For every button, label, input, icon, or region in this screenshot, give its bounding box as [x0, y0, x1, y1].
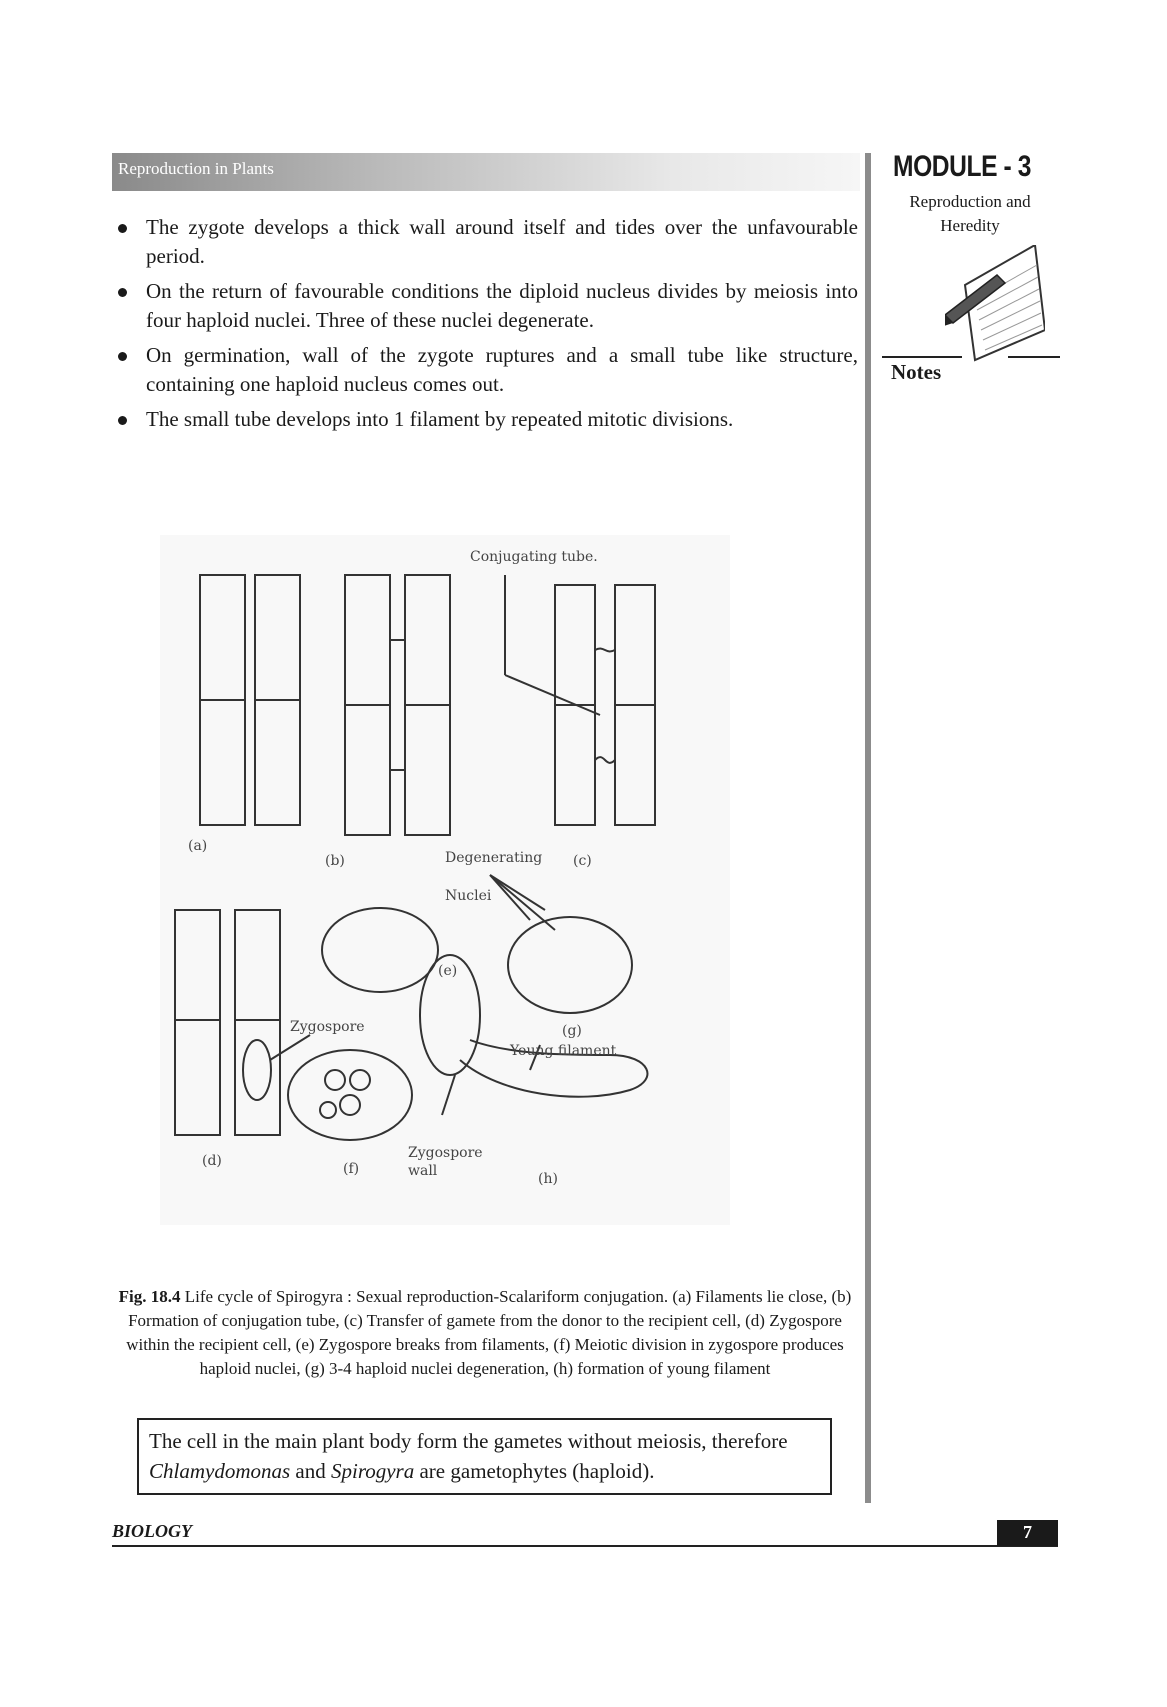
label-nuclei: Nuclei — [445, 888, 492, 904]
label-zygospore-wall-1: Zygospore — [408, 1145, 483, 1161]
module-subtitle-line1: Reproduction and — [909, 192, 1031, 211]
info-text-2: and — [290, 1459, 331, 1483]
margin-divider — [865, 153, 871, 1503]
label-a: (a) — [188, 838, 208, 854]
page-number: 7 — [997, 1520, 1058, 1546]
notes-rule-left — [882, 356, 962, 358]
module-subtitle — [880, 190, 1060, 238]
label-conjugating-tube: Conjugating tube. — [470, 549, 598, 565]
module-subtitle-line2: Heredity — [940, 216, 1000, 235]
filament-d-left — [175, 910, 220, 1135]
zygospore-g — [508, 917, 632, 1013]
caption-text: Life cycle of Spirogyra : Sexual reproduction-Scalariform conjugation. (a) Filaments lie close, (b) Formation of conjugation tube, (c) Transfer of gamete from the donor to the recipient cell, (d) Zygospore within the recipient cell, (e) Zygospore breaks from filaments, (f) Meiotic division in zygospore produces haploid nuclei, (g) 3-4 haploid nuclei degeneration, (h) formation of young filament — [126, 1287, 852, 1378]
bullet-item: The small tube develops into 1 filament by repeated mitotic divisions. — [112, 405, 858, 434]
label-b: (b) — [325, 853, 345, 869]
zygospore-e — [322, 908, 438, 992]
figure-caption — [112, 1285, 858, 1381]
label-young-filament: Young filament — [510, 1043, 617, 1059]
label-zygospore-wall-2: wall — [408, 1163, 438, 1179]
info-box — [137, 1418, 832, 1495]
label-f: (f) — [343, 1161, 360, 1177]
bullet-item: On germination, wall of the zygote ruptures and a small tube like structure, containing one haploid nucleus comes out. — [112, 341, 858, 399]
footer-title: BIOLOGY — [112, 1521, 192, 1541]
notepad-pencil-icon — [945, 245, 1045, 365]
label-zygospore: Zygospore — [290, 1019, 365, 1035]
label-c: (c) — [573, 853, 592, 869]
section-title: Reproduction in Plants — [118, 159, 274, 178]
info-italic-chlamydomonas: Chlamydomonas — [149, 1459, 291, 1483]
label-g: (g) — [562, 1023, 582, 1039]
spirogyra-life-cycle-diagram — [160, 535, 730, 1225]
info-italic-spirogyra: Spirogyra — [331, 1459, 415, 1483]
notes-rule-right — [1008, 356, 1060, 358]
section-header — [112, 153, 860, 191]
figure-number: Fig. 18.4 — [118, 1287, 181, 1306]
label-d: (d) — [202, 1153, 222, 1169]
label-e: (e) — [438, 963, 458, 979]
bullet-item: On the return of favourable conditions the diploid nucleus divides by meiosis into four haploid nuclei. Three of these nuclei degenerate. — [112, 277, 858, 335]
info-text-1: The cell in the main plant body form the gametes without meiosis, therefore — [149, 1429, 788, 1453]
label-degenerating: Degenerating — [445, 850, 543, 866]
info-text-3: are gametophytes (haploid). — [414, 1459, 655, 1483]
footer-rule — [112, 1545, 1058, 1547]
module-title: MODULE - 3 — [893, 150, 1032, 183]
label-h: (h) — [538, 1171, 558, 1187]
bullet-item: The zygote develops a thick wall around itself and tides over the unfavourable period. — [112, 213, 858, 271]
filament-d-right — [235, 910, 280, 1135]
notes-label: Notes — [891, 360, 942, 384]
bullet-list — [112, 213, 858, 440]
spirogyra-figure — [160, 535, 730, 1225]
